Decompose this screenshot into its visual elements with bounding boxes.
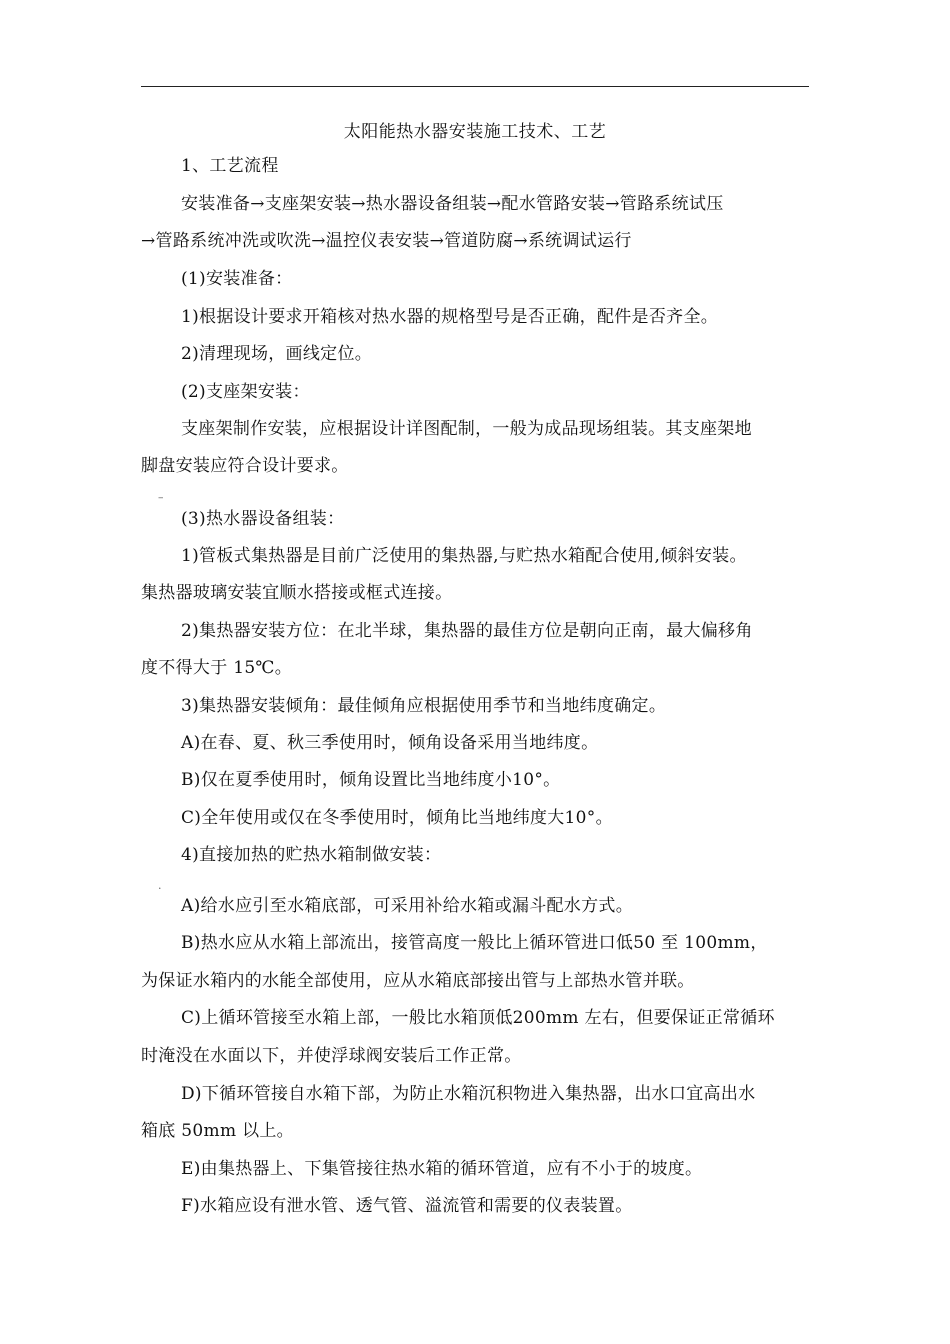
subsection-heading: (2)支座架安装： [181, 382, 310, 402]
paragraph-line: →管路系统冲洗或吹洗→温控仪表安装→管道防腐→系统调试运行 [141, 231, 632, 251]
paragraph-line: 箱底 50mm 以上。 [141, 1121, 294, 1141]
paragraph-line: A)给水应引至水箱底部，可采用补给水箱或漏斗配水方式。 [181, 896, 634, 916]
document-title: 太阳能热水器安装施工技术、工艺 [343, 122, 607, 142]
section-heading: 1、工艺流程 [181, 156, 279, 176]
paragraph-line: E)由集热器上、下集管接往热水箱的循环管道，应有不小于的坡度。 [181, 1159, 703, 1179]
paragraph-line: 1)根据设计要求开箱核对热水器的规格型号是否正确，配件是否齐全。 [181, 307, 719, 327]
paragraph-line: F)水箱应设有泄水管、透气管、溢流管和需要的仪表装置。 [181, 1196, 633, 1216]
paragraph-line: B)热水应从水箱上部流出，接管高度一般比上循环管进口低50 至 100mm， [181, 933, 768, 953]
paragraph-line: 3)集热器安装倾角：最佳倾角应根据使用季节和当地纬度确定。 [181, 696, 667, 716]
paragraph-line: 2)集热器安装方位：在北半球，集热器的最佳方位是朝向正南，最大偏移角 [181, 621, 753, 641]
paragraph-line: D)下循环管接自水箱下部，为防止水箱沉积物进入集热器，出水口宜高出水 [181, 1084, 756, 1104]
subsection-heading: (3)热水器设备组装： [181, 509, 345, 529]
paragraph-line: 安装准备→支座架安装→热水器设备组装→配水管路安装→管路系统试压 [181, 194, 724, 214]
paragraph-line: 为保证水箱内的水能全部使用，应从水箱底部接出管与上部热水管并联。 [141, 971, 695, 991]
paragraph-line: 支座架制作安装，应根据设计详图配制，一般为成品现场组装。其支座架地 [181, 419, 752, 439]
paragraph-line: B)仅在夏季使用时，倾角设置比当地纬度小10°。 [181, 770, 561, 790]
stray-mark: – [158, 491, 164, 504]
subsection-heading: (1)安装准备： [181, 269, 293, 289]
paragraph-line: 集热器玻璃安装宜顺水搭接或框式连接。 [141, 583, 453, 603]
paragraph-line: 度不得大于 15℃。 [141, 658, 293, 678]
paragraph-line: 时淹没在水面以下，并使浮球阀安装后工作正常。 [141, 1046, 522, 1066]
paragraph-line: 4)直接加热的贮热水箱制做安装： [181, 845, 442, 865]
paragraph-line: 2)清理现场，画线定位。 [181, 344, 373, 364]
paragraph-line: 1)管板式集热器是目前广泛使用的集热器,与贮热水箱配合使用,倾斜安装。 [181, 546, 747, 566]
paragraph-line: C)全年使用或仅在冬季使用时，倾角比当地纬度大10°。 [181, 808, 613, 828]
paragraph-line: C)上循环管接至水箱上部，一般比水箱顶低200mm 左右，但要保证正常循环 [181, 1008, 775, 1028]
paragraph-line: A)在春、夏、秋三季使用时，倾角设备采用当地纬度。 [181, 733, 599, 753]
paragraph-line: 脚盘安装应符合设计要求。 [141, 456, 349, 476]
header-rule [141, 86, 809, 87]
stray-mark: . [158, 879, 162, 892]
